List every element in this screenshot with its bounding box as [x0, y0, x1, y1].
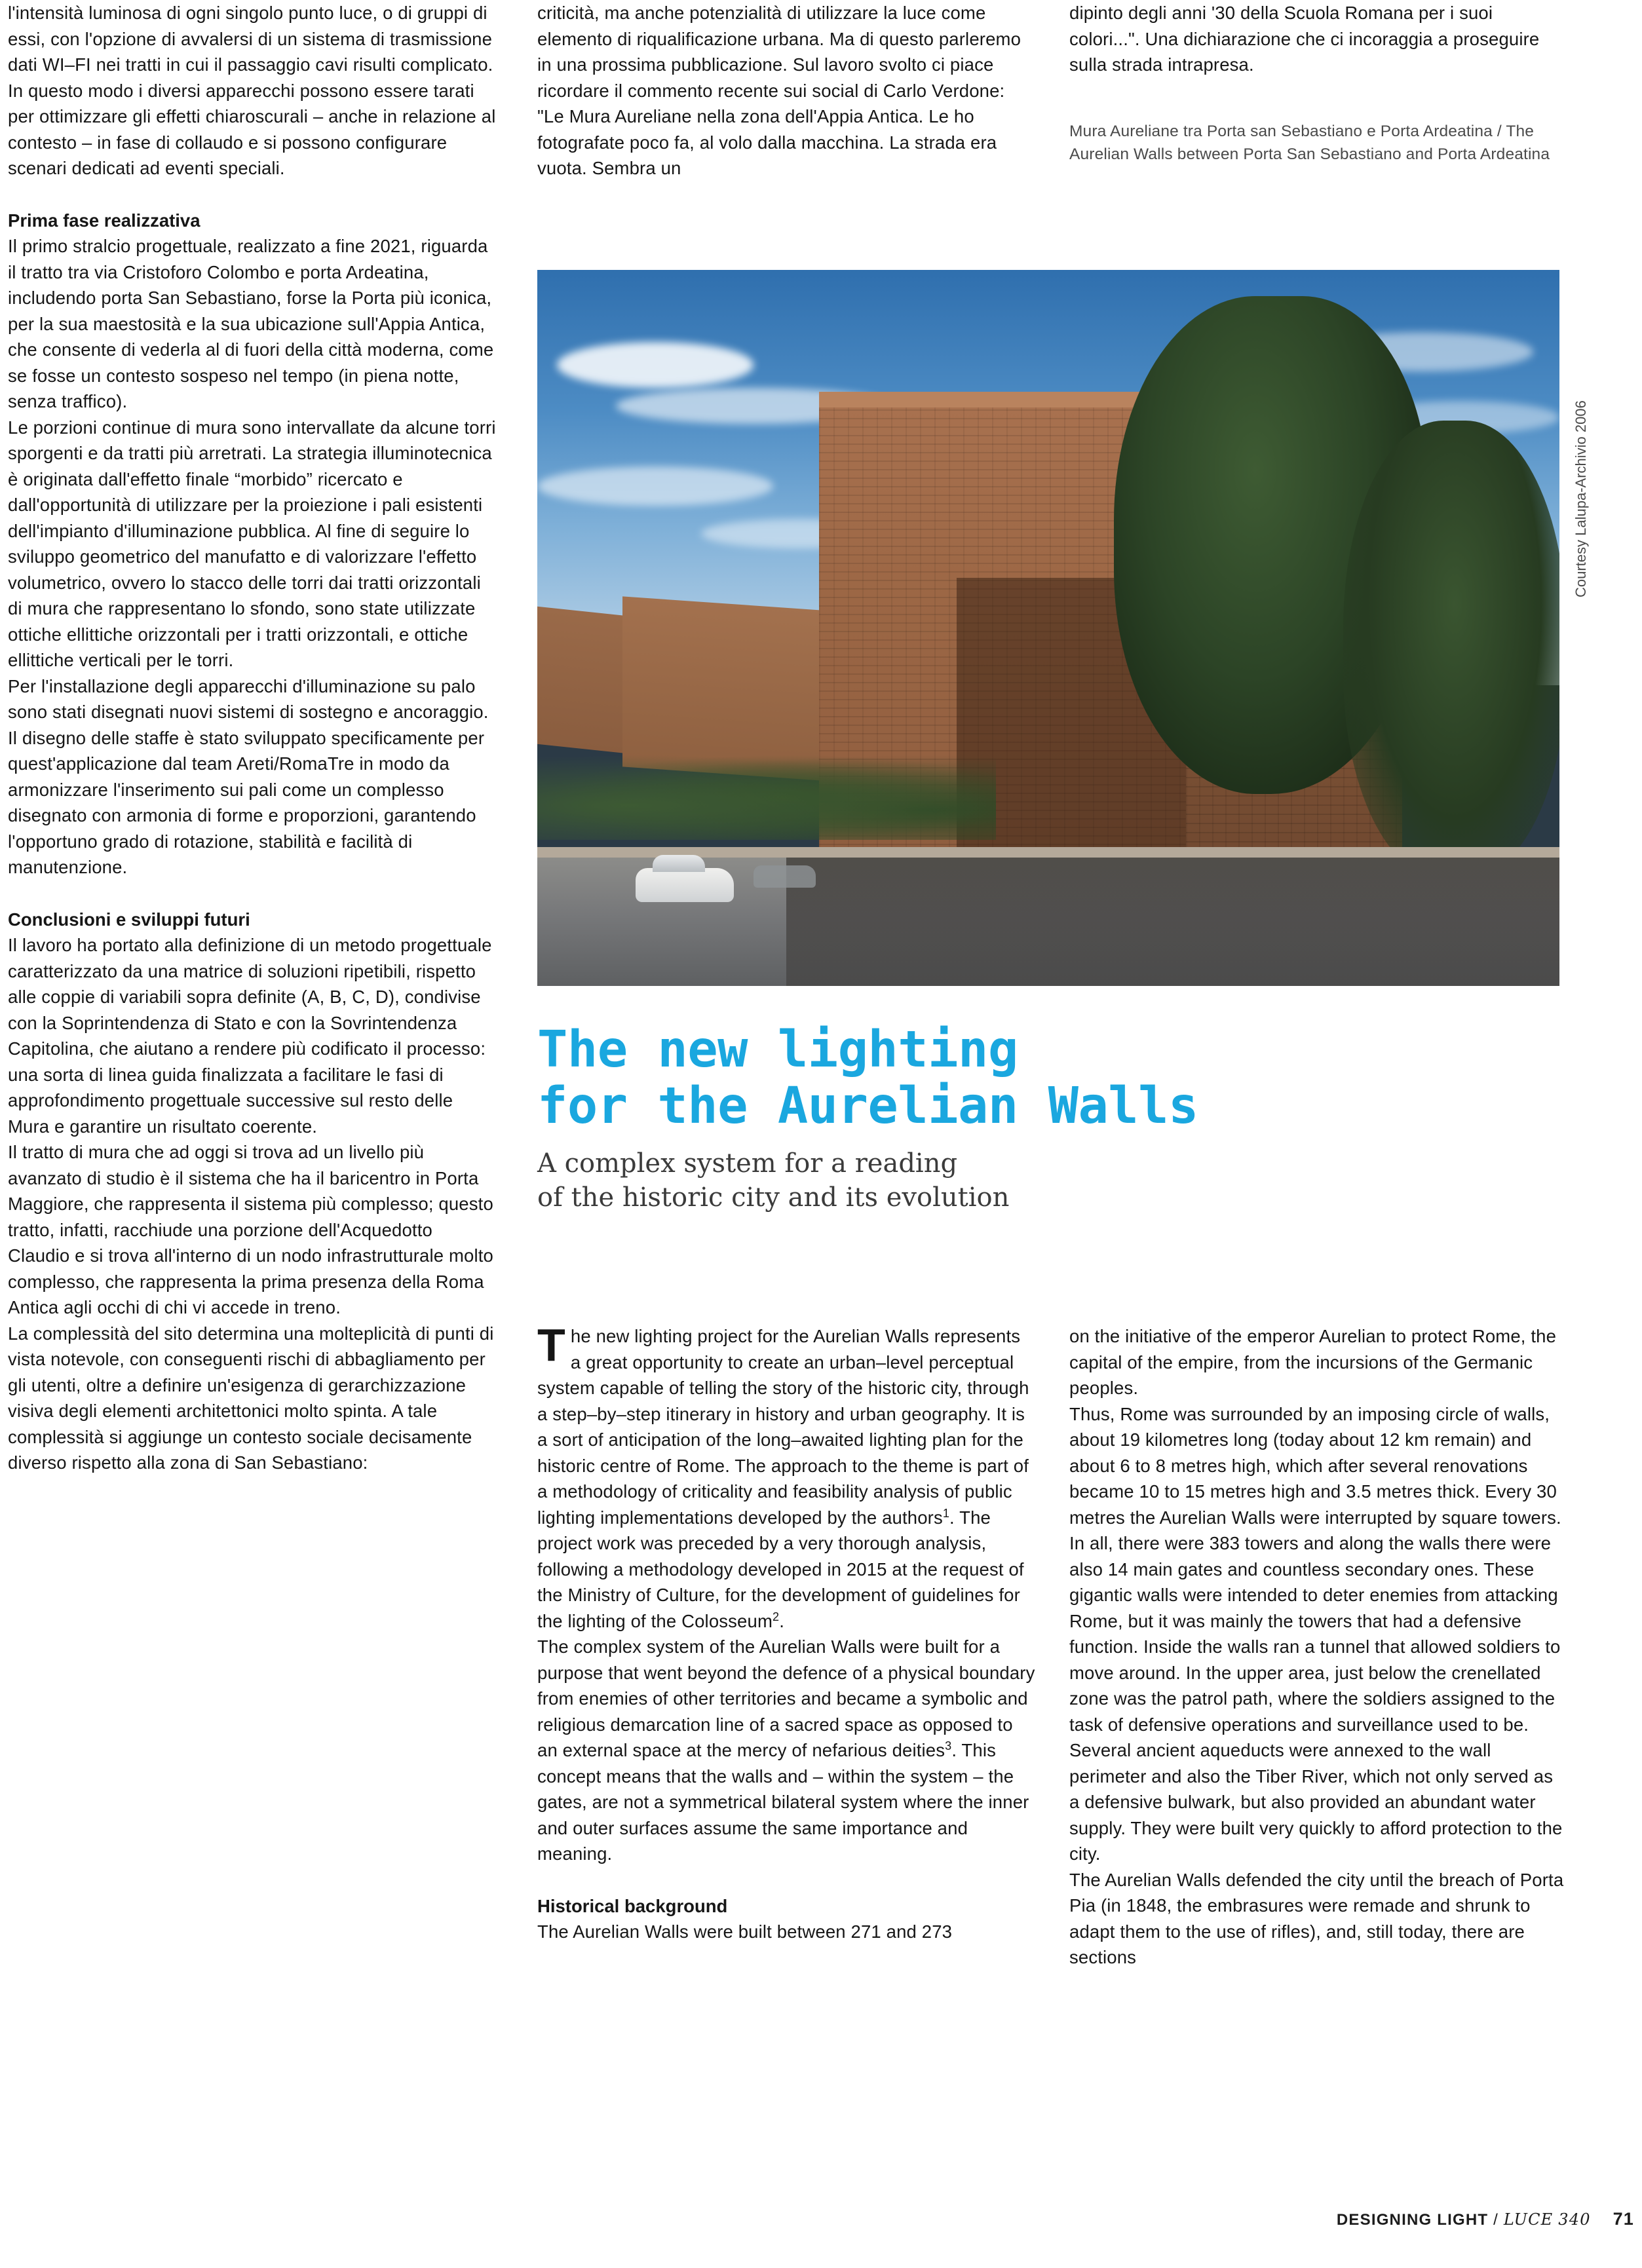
aurelian-walls-photo: [537, 270, 1559, 986]
paragraph: Per l'installazione degli apparecchi d'illuminazione su palo sono stati disegnati nuovi sistemi di sostegno e ancoraggio. Il disegno delle staffe è stato sviluppato specificamente per quest'applicazione dal team Areti/RomaTre in modo da armonizzare l'inserimento sui pali come un complesso disegnato con armonia di forme e proporzioni, garantendo l'opportuno grado di rotazione, stabilità e facilità di manutenzione.: [8, 675, 489, 877]
paragraph: Le porzioni continue di mura sono intervallate da alcune torri sporgenti e da tratti più arretrati. La strategia illuminotecnica è originata dall'effetto finale “morbido” ricercato e dall'opportunità di utilizzare per la proiezione i pali esistenti dell'impianto d'illuminazione pubblica. Al fine di seguire lo sviluppo geometrico del manufatto e di valorizzare l'effetto volumetrico, ovvero lo stacco delle torri dai tratti orizzontali di mura che rappresentano lo sfondo, sono state utilizzate ottiche ellittiche orizzontali per i tratti orizzontali, e ottiche ellittiche verticali per le torri.: [8, 417, 496, 670]
paragraph: Il primo stralcio progettuale, realizzato a fine 2021, riguarda il tratto tra via Cristoforo Colombo e porta Ardeatina, includendo porta San Sebastiano, forse la Porta più iconica, per la sua maestosità e la sua ubicazione sull'Appia Antica, che consente di vederla al di fuori della città moderna, come se fosse un contesto sospeso nel tempo (in piena notte, senza traffico).: [8, 236, 494, 411]
footer-magazine-name: LUCE: [1503, 2210, 1554, 2229]
footer-content: [1337, 2209, 1634, 2229]
page-number: 71: [1613, 2209, 1634, 2229]
drop-cap: T: [537, 1319, 565, 1370]
road-shadow: [786, 855, 1559, 986]
paragraph: dipinto degli anni '30 della Scuola Romana per i suoi colori...". Una dichiarazione che ci incoraggia a proseguire sulla strada intrapresa.: [1069, 3, 1540, 75]
paragraph: l'intensità luminosa di ogni singolo punto luce, o di gruppi di essi, con l'opzione di avvalersi di un sistema di trasmissione dati WI–FI nei tratti in cui il passaggio cavi risulti complicato. In questo modo i diversi apparecchi possono essere tarati per ottimizzare gli effetti chiaroscurali – anche in relazione al contesto – in fase di collaudo e si possono configurare scenari dedicati ad eventi speciali.: [8, 3, 496, 178]
footnote-ref: 3: [945, 1739, 952, 1752]
footnote-ref: 1: [942, 1506, 950, 1520]
article-body-right-column: [1069, 1323, 1564, 1971]
paragraph-with-dropcap: [537, 1319, 1035, 1634]
paragraph: Il tratto di mura che ad oggi si trova ad un livello più avanzato di studio è il sistema che ha il baricentro in Porta Maggiore, che rappresenta il sistema più complesso; questo tratto, infatti, racchiude una porzione dell'Acquedotto Claudio e si trova all'interno di un nodo infrastrutturale molto complesso, che rappresenta la prima presenza della Roma Antica agli occhi di chi vi accede in treno.: [8, 1142, 493, 1317]
distant-wall: [622, 596, 826, 781]
paragraph-text: . The project work was preceded by a very thorough analysis, following a methodology developed in 2015 at the request of the Ministry of Culture, for the development of guidelines for the lighting of the Colosseum: [537, 1507, 1024, 1631]
section-heading-conclusioni: Conclusioni e sviluppi futuri: [8, 909, 250, 930]
page-title: [537, 1022, 1559, 1135]
cloud: [537, 466, 773, 506]
paragraph-text: . This concept means that the walls and – within the system – the gates, are not a symmetrical bilateral system where the inner and outer surfaces assume the same importance and meaning.: [537, 1740, 1029, 1864]
right-text-column-top: [1069, 0, 1564, 166]
footer-section-name: DESIGNING LIGHT: [1336, 2211, 1489, 2229]
photo-caption: Mura Aureliane tra Porta san Sebastiano e Porta Ardeatina / The Aurelian Walls between Porta San Sebastiano and Porta Ardeatina: [1069, 122, 1550, 163]
cloud: [557, 342, 754, 388]
paragraph-text: he new lighting project for the Aurelian Walls represents a great opportunity to create an urban–level perceptual system capable of telling the story of the historic city, through a step–by–step itinerary in history and urban geography. It is a sort of anticipation of the long–awaited lighting plan for the historic centre of Rome. The approach to the theme is part of a methodology of criticality and feasibility analysis of public lighting implementations developed by the authors: [537, 1326, 1029, 1528]
car: [754, 865, 816, 888]
page-title-line2: for the Aurelian Walls: [537, 1077, 1198, 1135]
spacer: [537, 1867, 1035, 1893]
paragraph: [537, 1634, 1035, 1867]
page-subtitle: [537, 1146, 1559, 1215]
paragraph: La complessità del sito determina una molteplicità di punti di vista notevole, con conseguenti rischi di abbagliamento per gli utenti, oltre a definire un'esigenza di gerarchizzazione visiva degli elementi architettonici molto spinta. A tale complessità si aggiunge un contesto sociale decisamente diverso rispetto alla zona di San Sebastiano:: [8, 1323, 494, 1473]
spacer: [1069, 78, 1564, 104]
footer-issue-number: 340: [1558, 2210, 1591, 2229]
section-heading-prima-fase: Prima fase realizzativa: [8, 210, 200, 231]
paragraph-text: The complex system of the Aurelian Walls were built for a purpose that went beyond the defence of a physical boundary from enemies of other territories and became a symbolic and religious demarcation line of a sacred space as opposed to an external space at the mercy of nefarious deities: [537, 1636, 1035, 1760]
paragraph-text: .: [779, 1610, 784, 1631]
photo-credit: Courtesy Lalupa-Archivio 2006: [1573, 400, 1589, 597]
spacer: [1069, 104, 1564, 120]
footer-separator: /: [1493, 2211, 1499, 2229]
middle-text-column-top: [537, 0, 1035, 181]
section-heading-historical-background: Historical background: [537, 1895, 728, 1916]
spacer: [8, 181, 496, 208]
spacer: [8, 880, 496, 907]
footnote-ref: 2: [773, 1610, 780, 1623]
pine-tree: [1343, 421, 1559, 879]
vegetation: [537, 755, 996, 840]
paragraph: Il lavoro ha portato alla definizione di un metodo progettuale caratterizzato da una matrice di soluzioni ripetibili, rispetto alle coppie di variabili sopra definite (A, B, C, D), condivise con la Soprintendenza di Stato e con la Sovrintendenza Capitolina, che aiutano a rendere più codificato il processo: una sorta di linea guida finalizzata a facilitare le fasi di approfondimento progettuale successive sul resto delle Mura e garantire un risultato coerente.: [8, 935, 492, 1137]
paragraph: Thus, Rome was surrounded by an imposing circle of walls, about 19 kilometres long (today about 12 km remain) and about 6 to 8 metres high, which after several renovations became 10 to 15 metres high and 3.5 metres thick. Every 30 metres the Aurelian Walls were interrupted by square towers. In all, there were 383 towers and along the walls there were also 14 main gates and countless secondary ones. These gigantic walls were intended to deter enemies from attacking Rome, but it was mainly the towers that had a defensive function. Inside the walls ran a tunnel that allowed soldiers to move around. In the upper area, just below the crenellated zone was the patrol path, where the soldiers assigned to the task of defensive operations and surveillance used to be. Several ancient aqueducts were annexed to the wall perimeter and also the Tiber River, which not only served as a defensive bulwark, but also provided an abundant water supply. They were built very quickly to afford protection to the city.: [1069, 1403, 1563, 1864]
paragraph: The Aurelian Walls defended the city until the breach of Porta Pia (in 1848, the embrasures were remade and shrunk to adapt them to the use of rifles), and, still today, there are sections: [1069, 1869, 1564, 1967]
article-body-middle-column: [537, 1319, 1035, 1945]
page-subtitle-line1: A complex system for a reading: [537, 1148, 958, 1179]
page-footer: [0, 2209, 1642, 2242]
page-title-line1: The new lighting: [537, 1021, 1018, 1079]
car: [636, 868, 734, 902]
paragraph: The Aurelian Walls were built between 271 and 273: [537, 1921, 953, 1942]
page-subtitle-line2: of the historic city and its evolution: [537, 1182, 1010, 1213]
left-text-column: [8, 0, 496, 1476]
headline-block: [537, 1022, 1559, 1215]
paragraph: criticità, ma anche potenzialità di utilizzare la luce come elemento di riqualificazione urbana. Ma di questo parleremo in una prossima pubblicazione. Sul lavoro svolto ci piace ricordare il commento recente sui social di Carlo Verdone: "Le Mura Aureliane nella zona dell'Appia Antica. Le ho fotografate poco fa, al volo dalla macchina. La strada era vuota. Sembra un: [537, 3, 1021, 178]
paragraph: on the initiative of the emperor Aurelian to protect Rome, the capital of the empire, from the incursions of the Germanic peoples.: [1069, 1326, 1557, 1398]
photo-image: [537, 270, 1559, 986]
